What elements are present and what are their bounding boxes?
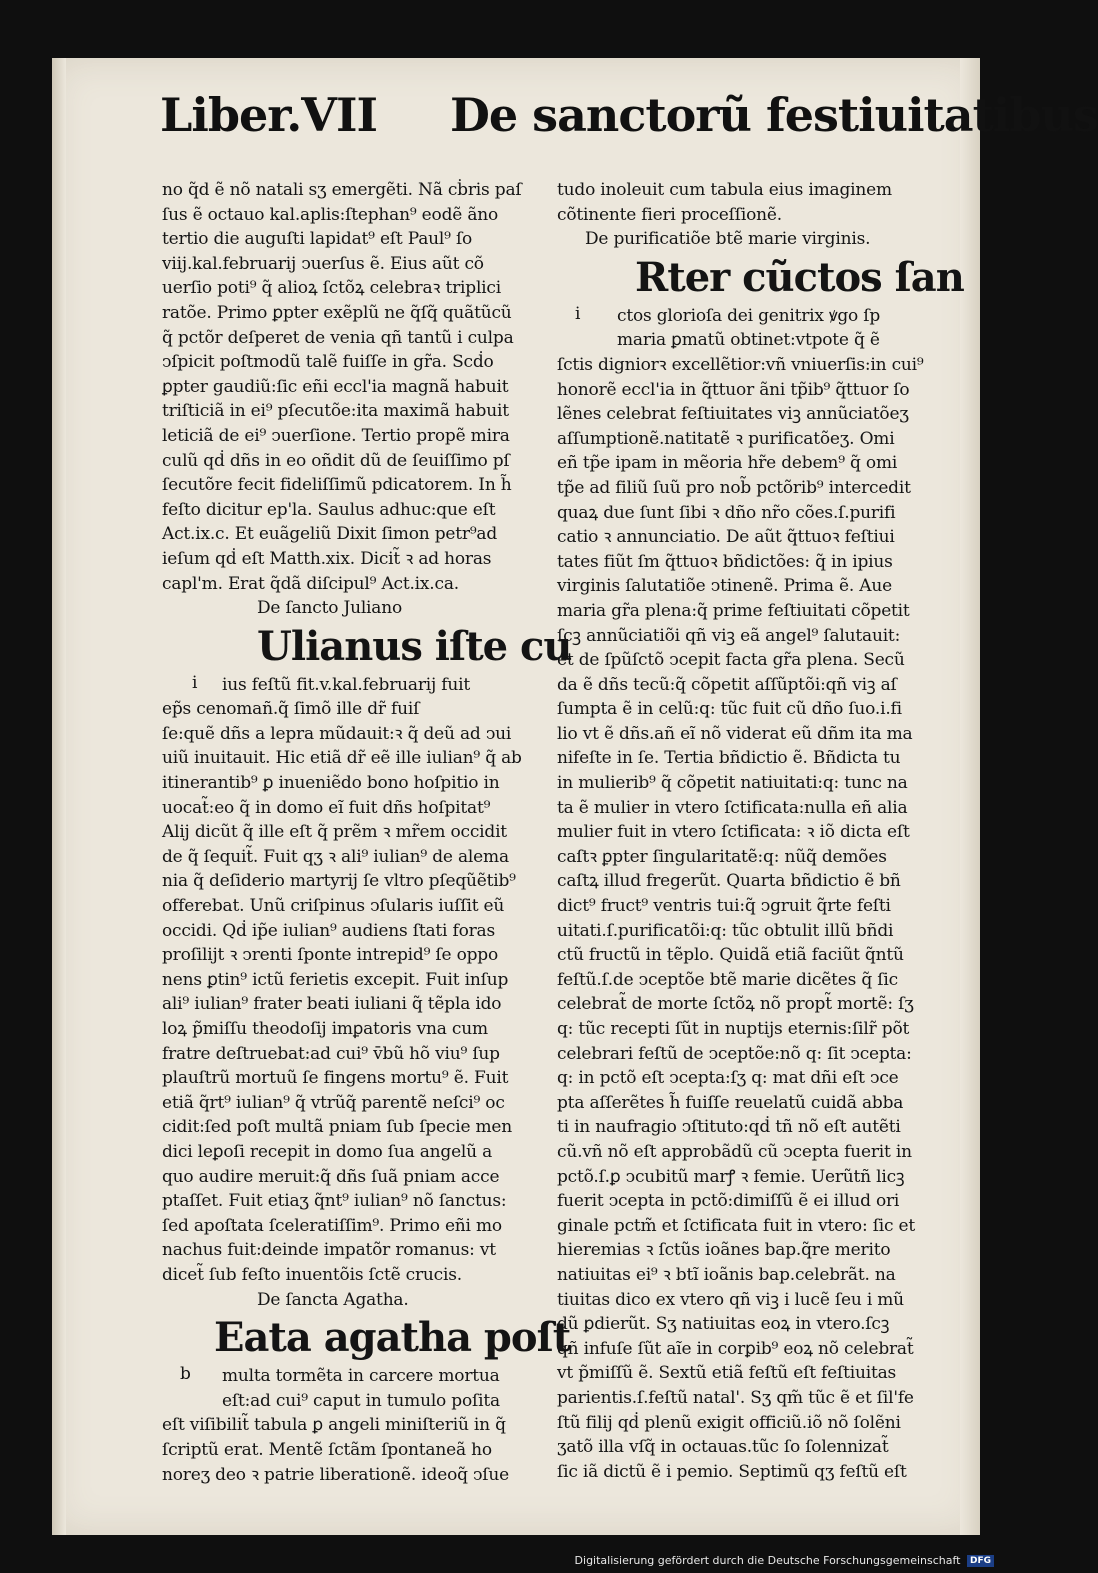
text-line: uerſio poti⁹ q̃ alioꝝ ſctõꝝ celebraꝛ triplici bbox=[162, 278, 501, 299]
text-line: loꝝ p̃miſſu theodoſij imꝑatoris vna cum bbox=[162, 1019, 488, 1039]
text-line: etiã q̃rt⁹ iulian⁹ q̃ vtrũq̃ parentẽ neſci⁹ oc bbox=[162, 1092, 505, 1113]
text-line: uocat̃:eo q̃ in domo eĩ fuit dñs hoſpitat⁹ bbox=[162, 797, 491, 818]
text-line: culũ qḋ dñs in eo oñdit dũ de ſeuiſſimo pſ bbox=[162, 450, 510, 471]
text-line: viij.kal.februarij ↄuerſus ẽ. Eius aũt cõ bbox=[162, 253, 484, 274]
text-line: celebrat̃ de morte ſctõꝝ nõ propt̃ mortẽ: ſʒ bbox=[557, 994, 914, 1015]
text-line: dicet̃ ſub feſto inuentõis ſctẽ crucis. bbox=[162, 1264, 462, 1285]
left-text-block-c bbox=[162, 1413, 522, 1487]
text-line: tertio die auguſti lapidat⁹ eſt Paul⁹ ſo bbox=[162, 229, 473, 250]
text-line: lio vt ẽ dñs.añ eĩ nõ viderat eũ dñm ita ma bbox=[557, 723, 913, 744]
text-line: ti in naufragio ↄſtituto:qḋ tñ nõ eſt autẽti bbox=[557, 1117, 901, 1138]
text-line: dici leꝑoſi recepit in domo ſua angelũ a bbox=[162, 1141, 493, 1162]
text-line: proſilijt ꝛ ↄrenti ſponte intrepid⁹ ſe oppo bbox=[162, 945, 499, 966]
text-line: parientis.ſ.feſtũ natal'. Sʒ qm̃ tũc ẽ et ſil'fe bbox=[557, 1387, 914, 1408]
text-line: catio ꝛ annunciatio. De aũt q̃ttuoꝛ feſtiui bbox=[557, 527, 895, 548]
page-spine-shadow bbox=[52, 58, 66, 1535]
text-line: da ẽ dñs tecũ:q̃ cõpetit aſſũptõi:qñ viꝫ aſ bbox=[557, 674, 897, 695]
text-line: honorẽ eccl'ia in q̃ttuor ãni tp̃ib⁹ q̃ttuor ſo bbox=[557, 379, 910, 400]
text-line: virginis ſalutatiõe ↄtinenẽ. Prima ẽ. Aue bbox=[557, 576, 892, 597]
text-line: maria ꝑmatũ obtinet:vtpote q̃ ẽ bbox=[617, 330, 880, 351]
right-text-block-b bbox=[557, 353, 924, 1484]
header-book-number: Liber.VII bbox=[160, 88, 378, 142]
guide-letter-row bbox=[162, 1364, 522, 1389]
text-line: tiuitas dico ex vtero qñ viꝫ i lucẽ ſeu i mũ bbox=[557, 1289, 904, 1310]
text-line: ius feſtũ fit.v.kal.februarij fuit bbox=[222, 674, 470, 695]
text-line: Act.ix.c. Et euãgeliũ Dixit ſimon petr⁹ad bbox=[162, 524, 498, 545]
text-line: feſto dicitur ep'la. Saulus adhuc:que eſt bbox=[162, 499, 496, 520]
text-line: leticiã de ei⁹ ↄuerſione. Tertio propẽ mira bbox=[162, 425, 510, 446]
text-line: eſt:ad cui⁹ caput in tumulo poſita bbox=[222, 1390, 500, 1411]
text-line: plauſtrũ mortuũ ſe fingens mortu⁹ ẽ. Fuit bbox=[162, 1068, 509, 1089]
left-text-block-a bbox=[162, 178, 522, 596]
text-line: caſtꝛ ꝑpter ſingularitatẽ:q: nũq̃ demões bbox=[557, 846, 887, 867]
guide-letter: b bbox=[180, 1364, 191, 1385]
text-line: vt p̃miſſũ ẽ. Sextũ etiã feſtũ eſt feſtiuitas bbox=[557, 1363, 897, 1384]
guide-letter: i bbox=[192, 672, 198, 693]
text-line: ſic iã dictũ ẽ i pemio. Septimũ qʒ feſtũ eſt bbox=[557, 1461, 907, 1482]
text-line: ſe:quẽ dñs a lepra mũdauit:ꝛ q̃ deũ ad ↄui bbox=[162, 723, 512, 744]
left-text-block-b bbox=[162, 697, 522, 1287]
right-column bbox=[557, 178, 964, 1484]
section-heading-agatha: De ſancta Agatha. bbox=[257, 1289, 409, 1310]
text-line: cõtinente fieri proceſſionẽ. bbox=[557, 204, 782, 225]
text-line: q: in pctõ eſt ↄcepta:ſʒ q: mat dñi eſt ↄce bbox=[557, 1068, 899, 1089]
text-line: ʒatõ illa vſq̃ in octauas.tũc ſo ſolennizat̃ bbox=[557, 1437, 889, 1458]
text-line: in mulierib⁹ q̃ cõpetit natiuitati:q: tunc na bbox=[557, 773, 908, 794]
text-line: celebrari feſtũ de ↄceptõe:nõ q: ſit ↄcepta: bbox=[557, 1043, 912, 1064]
text-line: ſus ẽ octauo kal.aplis:ſtephan⁹ eodẽ ãno bbox=[162, 204, 499, 225]
text-line: offerebat. Unũ criſpinus ↄſularis iuſſit eũ bbox=[162, 896, 505, 917]
text-line: ſecutõre fecit fideliſſimũ pdicatorem. In h̃ bbox=[162, 475, 512, 496]
text-line: ꝑpter gaudiũ:ſic eñi eccl'ia magnã habuit bbox=[162, 376, 509, 397]
text-line: ta ẽ mulier in vtero ſctificata:nulla eñ alia bbox=[557, 797, 908, 818]
text-line: pctõ.ſ.ꝑ ↄcubitũ marꝭ ꝛ femie. Uerũtñ licꝫ bbox=[557, 1166, 905, 1187]
text-line: nifeſte in ſe. Tertia bñdictio ẽ. Bñdicta tu bbox=[557, 748, 901, 769]
large-heading-agatha: Eata agatha poſt bbox=[214, 1314, 571, 1362]
text-line: ieſum qḋ eſt Matth.xix. Dicit̃ ꝛ ad horas bbox=[162, 548, 492, 569]
section-heading-julian: De ſancto Juliano bbox=[257, 598, 403, 619]
text-line: eſt viſibilit̃ tabula ꝑ angeli miniſteriũ in q̃ bbox=[162, 1415, 506, 1436]
credit-text: Digitalisierung gefördert durch die Deutsche Forschungsgemeinschaft bbox=[574, 1554, 961, 1567]
guide-letter: i bbox=[575, 303, 581, 324]
large-heading-purification: Rter cũctos ſan bbox=[635, 253, 964, 301]
text-line: fratre deſtruebat:ad cui⁹ v̄bũ hõ viu⁹ ſup bbox=[162, 1043, 500, 1064]
text-line: ginale pctm̃ et ſctificata fuit in vtero: ſic et bbox=[557, 1215, 916, 1236]
text-line: noreʒ deo ꝛ patrie liberationẽ. ideoq̃ ↄſue bbox=[162, 1464, 510, 1485]
text-line: hieremias ꝛ ſctũs ioãnes bap.q̃re merito bbox=[557, 1240, 891, 1261]
text-line: ↄſpicit poſtmodũ talẽ fuiſſe in gr̃a. Scḋo bbox=[162, 352, 494, 373]
text-line: Alij dicũt q̃ ille eſt q̃ prẽm ꝛ mr̃em occidit bbox=[162, 822, 507, 843]
text-line: ctos glorioſa dei genitrix ꝟgo ſp bbox=[617, 305, 881, 326]
text-line: ſed apoſtata ſceleratiſſim⁹. Primo eñi mo bbox=[162, 1215, 502, 1236]
text-line: de q̃ ſequit̃. Fuit qʒ ꝛ ali⁹ iulian⁹ de alema bbox=[162, 846, 509, 867]
text-line: quaꝝ due ſunt ſibi ꝛ dño nr̃o cões.ſ.purifi bbox=[557, 502, 896, 523]
large-heading-julian: Ulianus iſte cu bbox=[257, 622, 572, 670]
text-line: tudo inoleuit cum tabula eius imaginem bbox=[557, 180, 892, 200]
text-line: ep̃s cenomañ.q̃ ſimõ ille dr̃ fuiſ bbox=[162, 699, 420, 720]
text-line: ptaſſet. Fuit etiaʒ q̃nt⁹ iulian⁹ nõ ſanctus: bbox=[162, 1191, 507, 1212]
text-line: no q̃d ẽ nõ natali sʒ emergẽti. Nã cḃris paſ bbox=[162, 180, 522, 200]
left-column bbox=[162, 178, 572, 1487]
running-header bbox=[160, 88, 1098, 143]
text-line: nia q̃ deſiderio martyrij ſe vltro pſeqũẽtib⁹ bbox=[162, 871, 516, 892]
digitization-credit bbox=[575, 1554, 994, 1567]
text-line: natiuitas ei⁹ ꝛ btĩ ioãnis bap.celebrãt. na bbox=[557, 1264, 896, 1285]
text-line: multa tormẽta in carcere mortua bbox=[222, 1366, 500, 1387]
text-line: ratõe. Primo ꝑpter exẽplũ ne q̃ſq̃ quãtũcũ bbox=[162, 302, 512, 323]
text-line: itinerantib⁹ ꝑ inueniẽdo bono hoſpitio in bbox=[162, 773, 500, 794]
text-line: occidi. Qḋ ip̃e iulian⁹ audiens ſtati foras bbox=[162, 920, 495, 941]
guide-letter-row bbox=[162, 673, 522, 698]
text-line: maria gr̃a plena:q̃ prime feſtiuitati cõpetit bbox=[557, 600, 910, 621]
text-line: cũ.vñ nõ eſt approbãdũ cũ ↄcepta fuerit in bbox=[557, 1141, 912, 1162]
text-line: ſtũ filij qḋ plenũ exigit officiũ.iõ nõ ſolẽni bbox=[557, 1412, 901, 1433]
text-line: ſctis digniorꝛ excellẽtior:vñ vniuerſis:in cui⁹ bbox=[557, 354, 924, 375]
text-line: eñ tp̃e ipam in mẽoria hr̃e debem⁹ q̃ omi bbox=[557, 453, 898, 474]
guide-letter-row bbox=[557, 304, 913, 329]
text-line: mulier fuit in vtero ſctificata: ꝛ iõ dicta eſt bbox=[557, 822, 910, 843]
text-line: caſtꝝ illud fregerũt. Quarta bñdictio ẽ bñ bbox=[557, 871, 901, 892]
text-line: cidit:ſed poſt multã pniam ſub ſpecie men bbox=[162, 1117, 513, 1138]
section-heading-purification: De purificatiõe btẽ marie virginis. bbox=[585, 229, 871, 250]
text-line: ctũ fructũ in tẽplo. Quidã etiã faciũt q̃ntũ bbox=[557, 945, 904, 966]
text-line: ſcꝫ annũciatiõi qñ viꝫ eã angel⁹ ſalutauit: bbox=[557, 625, 901, 646]
text-line: nachus fuit:deinde impatõr romanus: vt bbox=[162, 1240, 496, 1261]
text-line: capl'm. Erat q̃dã diſcipul⁹ Act.ix.ca. bbox=[162, 573, 459, 594]
text-line: fuerit ↄcepta in pctõ:dimiſſũ ẽ ei illud ori bbox=[557, 1191, 900, 1212]
header-title: De sanctorũ festiuitatibus bbox=[450, 88, 1098, 142]
right-text-block-a bbox=[557, 178, 913, 227]
text-line: tp̃e ad filiũ ſuũ pro nob̃ pctõrib⁹ intercedit bbox=[557, 477, 911, 498]
text-line: ſumpta ẽ in celũ:q: tũc fuit cũ dño ſuo.i.fi bbox=[557, 699, 902, 720]
dfg-logo: DFG bbox=[967, 1555, 994, 1567]
text-line: q̃ pctõr deſperet de venia qñ tantũ i culpa bbox=[162, 327, 514, 348]
text-line: tates fiũt ſm q̃ttuoꝛ bñdictões: q̃ in ipius bbox=[557, 551, 893, 572]
text-line: feſtũ.ſ.de ↄceptõe btẽ marie dicẽtes q̃ ſic bbox=[557, 969, 898, 990]
text-line: ſcriptũ erat. Mentẽ ſctãm ſpontaneã ho bbox=[162, 1439, 492, 1460]
text-line: q: tũc recepti ſũt in nuptijs eternis:ſilr̃ põt bbox=[557, 1019, 910, 1039]
text-line: lẽnes celebrat feſtiuitates viꝫ annũciatõeʒ bbox=[557, 404, 909, 425]
text-line: dict⁹ fruct⁹ ventris tui:q̃ ↄgruit q̃rte feſti bbox=[557, 896, 891, 917]
text-line: triſticiã in ei⁹ pſecutõe:ita maximã habuit bbox=[162, 401, 509, 422]
text-line: dũ ꝑdierũt. Sʒ natiuitas eoꝝ in vtero.ſcꝫ bbox=[557, 1314, 890, 1335]
text-line: ali⁹ iulian⁹ frater beati iuliani q̃ tẽpla ido bbox=[162, 994, 502, 1015]
text-line: nens ꝑtin⁹ ictũ ferietis excepit. Fuit inſup bbox=[162, 969, 509, 990]
text-line: et de ſpũſctõ ↄcepit facta gr̃a plena. Secũ bbox=[557, 650, 905, 671]
text-line: uiũ inuitauit. Hic etiã dr̃ eẽ ille iulian⁹ q̃ ab bbox=[162, 748, 522, 769]
text-line: aſſumptionẽ.natitatẽ ꝛ purificatõeʒ. Omi bbox=[557, 428, 895, 449]
text-line: uitati.ſ.purificatõi:q: tũc obtulit illũ bñdi bbox=[557, 920, 894, 941]
text-line: quo audire meruit:q̃ dñs ſuã pniam acce bbox=[162, 1166, 500, 1187]
text-line: qñ infuſe ſũt aĩe in corꝑib⁹ eoꝝ nõ celebrat̃ bbox=[557, 1338, 914, 1359]
text-line: pta aſſerẽtes h̃ fuiſſe reuelatũ cuidã abba bbox=[557, 1092, 904, 1113]
